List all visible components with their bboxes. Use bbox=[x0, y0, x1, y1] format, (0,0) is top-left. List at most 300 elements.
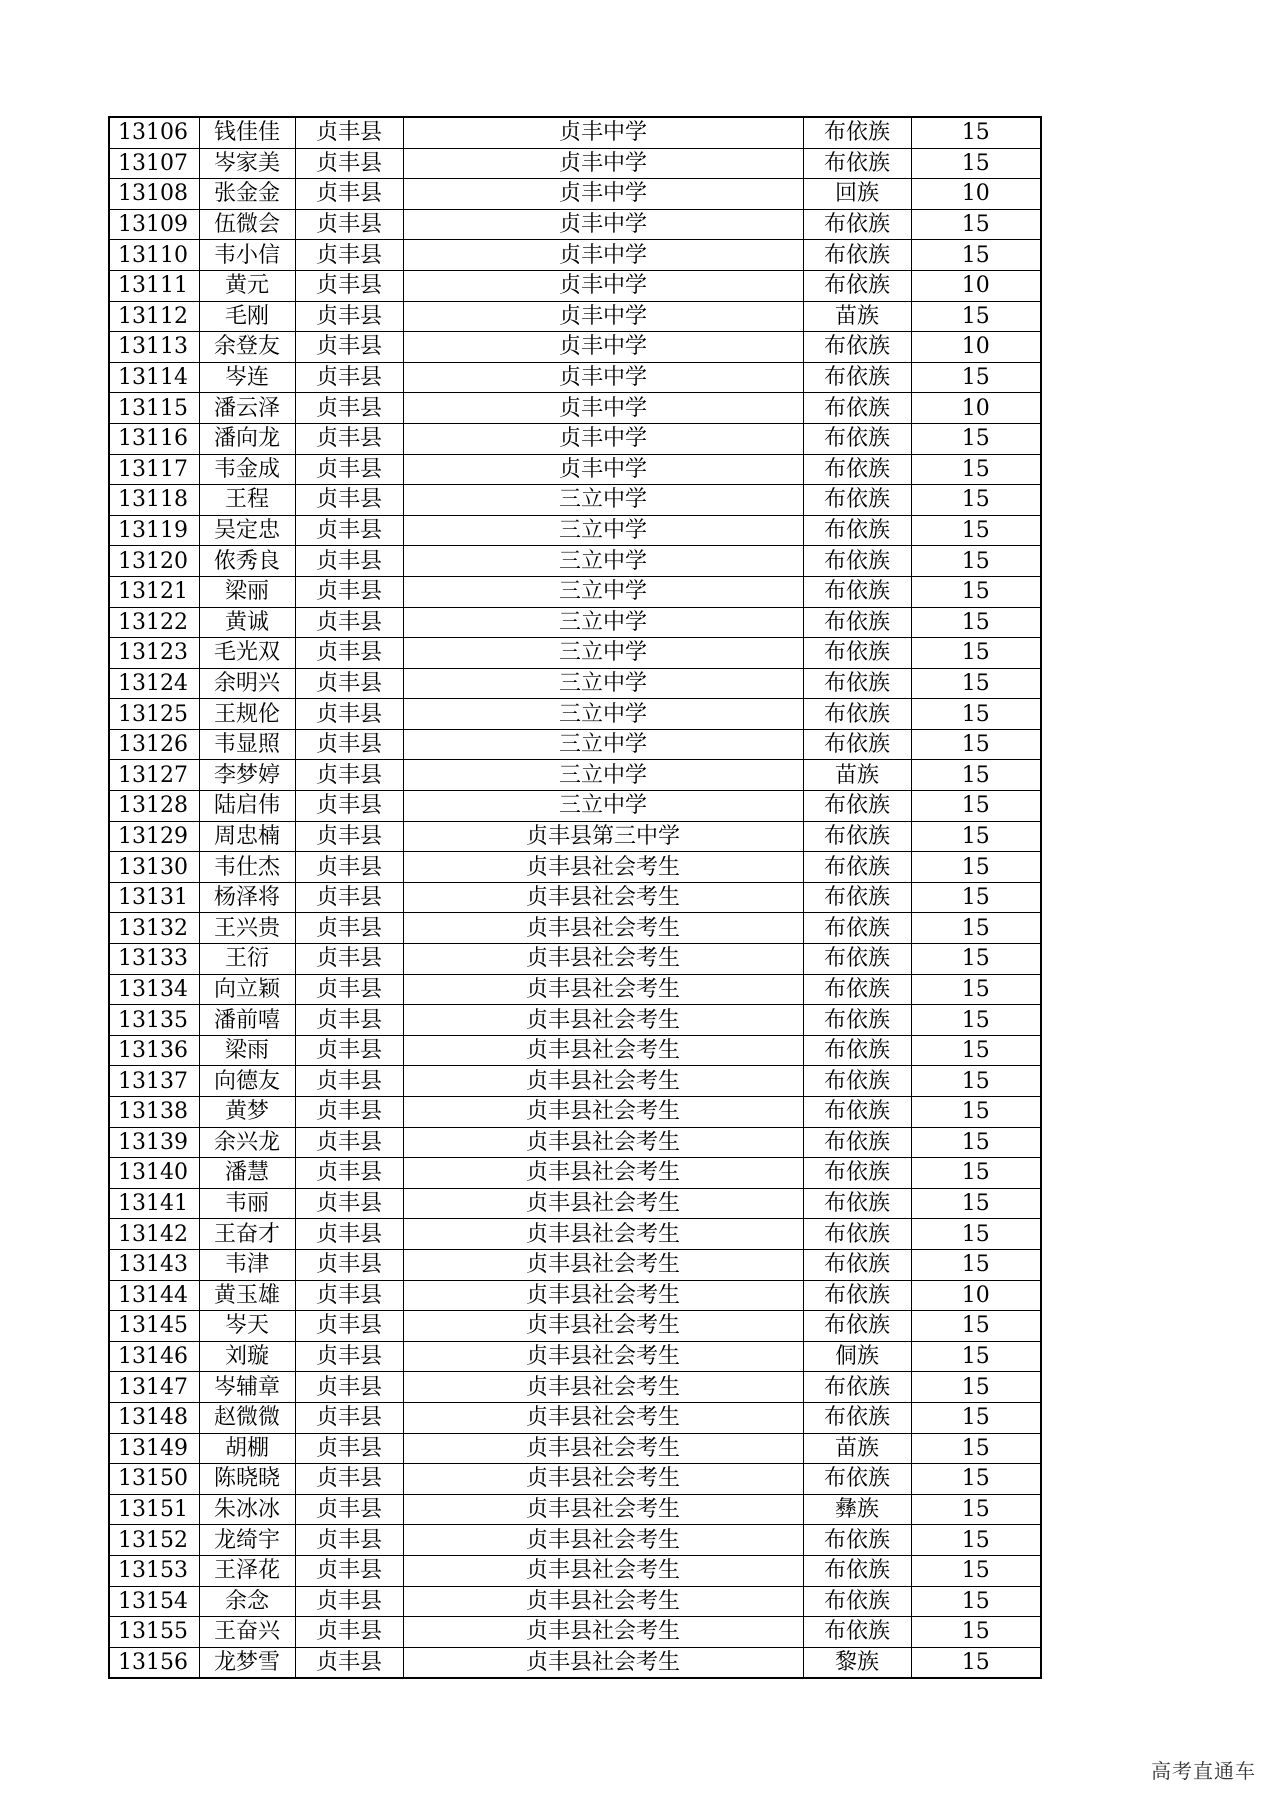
county-cell: 贞丰县 bbox=[295, 393, 403, 424]
candidate-id-cell: 13135 bbox=[109, 1005, 199, 1036]
school-cell: 贞丰中学 bbox=[403, 332, 803, 363]
table-row bbox=[109, 1372, 1041, 1403]
county-cell: 贞丰县 bbox=[295, 1311, 403, 1342]
table-row bbox=[109, 485, 1041, 516]
candidate-id-cell: 13127 bbox=[109, 760, 199, 791]
county-cell: 贞丰县 bbox=[295, 332, 403, 363]
ethnicity-cell: 彝族 bbox=[803, 1494, 911, 1525]
table-row bbox=[109, 1402, 1041, 1433]
bonus-score-cell: 15 bbox=[911, 1005, 1041, 1036]
school-cell: 三立中学 bbox=[403, 791, 803, 822]
county-cell: 贞丰县 bbox=[295, 1280, 403, 1311]
school-cell: 贞丰县社会考生 bbox=[403, 1372, 803, 1403]
table-row bbox=[109, 362, 1041, 393]
table-row bbox=[109, 301, 1041, 332]
candidate-id-cell: 13113 bbox=[109, 332, 199, 363]
name-cell: 赵微微 bbox=[199, 1402, 295, 1433]
school-cell: 贞丰县社会考生 bbox=[403, 852, 803, 883]
county-cell: 贞丰县 bbox=[295, 1066, 403, 1097]
candidate-id-cell: 13126 bbox=[109, 729, 199, 760]
table-row bbox=[109, 270, 1041, 301]
ethnicity-cell: 布依族 bbox=[803, 1249, 911, 1280]
bonus-score-cell: 15 bbox=[911, 1586, 1041, 1617]
school-cell: 三立中学 bbox=[403, 576, 803, 607]
county-cell: 贞丰县 bbox=[295, 760, 403, 791]
county-cell: 贞丰县 bbox=[295, 1464, 403, 1495]
name-cell: 余明兴 bbox=[199, 668, 295, 699]
bonus-score-cell: 15 bbox=[911, 148, 1041, 179]
county-cell: 贞丰县 bbox=[295, 240, 403, 271]
bonus-score-cell: 15 bbox=[911, 852, 1041, 883]
school-cell: 贞丰县第三中学 bbox=[403, 821, 803, 852]
school-cell: 贞丰中学 bbox=[403, 240, 803, 271]
name-cell: 龙绮宇 bbox=[199, 1525, 295, 1556]
county-cell: 贞丰县 bbox=[295, 1402, 403, 1433]
bonus-score-cell: 15 bbox=[911, 1341, 1041, 1372]
school-cell: 贞丰县社会考生 bbox=[403, 1249, 803, 1280]
ethnicity-cell: 布依族 bbox=[803, 1280, 911, 1311]
ethnicity-cell: 布依族 bbox=[803, 974, 911, 1005]
bonus-score-cell: 15 bbox=[911, 1402, 1041, 1433]
roster-sheet bbox=[108, 116, 1040, 1679]
ethnicity-cell: 布依族 bbox=[803, 1372, 911, 1403]
school-cell: 贞丰县社会考生 bbox=[403, 1219, 803, 1250]
table-row bbox=[109, 1158, 1041, 1189]
candidate-id-cell: 13111 bbox=[109, 270, 199, 301]
ethnicity-cell: 布依族 bbox=[803, 1617, 911, 1648]
candidate-id-cell: 13138 bbox=[109, 1097, 199, 1128]
table-row bbox=[109, 1035, 1041, 1066]
school-cell: 三立中学 bbox=[403, 515, 803, 546]
name-cell: 韦仕杰 bbox=[199, 852, 295, 883]
bonus-score-cell: 15 bbox=[911, 974, 1041, 1005]
ethnicity-cell: 黎族 bbox=[803, 1647, 911, 1678]
name-cell: 梁丽 bbox=[199, 576, 295, 607]
table-row bbox=[109, 546, 1041, 577]
ethnicity-cell: 布依族 bbox=[803, 423, 911, 454]
county-cell: 贞丰县 bbox=[295, 148, 403, 179]
bonus-score-cell: 15 bbox=[911, 576, 1041, 607]
table-row bbox=[109, 393, 1041, 424]
county-cell: 贞丰县 bbox=[295, 485, 403, 516]
school-cell: 贞丰中学 bbox=[403, 454, 803, 485]
bonus-score-cell: 15 bbox=[911, 1066, 1041, 1097]
name-cell: 韦津 bbox=[199, 1249, 295, 1280]
candidate-id-cell: 13134 bbox=[109, 974, 199, 1005]
bonus-score-cell: 15 bbox=[911, 362, 1041, 393]
name-cell: 钱佳佳 bbox=[199, 117, 295, 148]
name-cell: 向立颖 bbox=[199, 974, 295, 1005]
table-row bbox=[109, 1433, 1041, 1464]
name-cell: 岑连 bbox=[199, 362, 295, 393]
table-row bbox=[109, 760, 1041, 791]
ethnicity-cell: 布依族 bbox=[803, 1555, 911, 1586]
candidate-id-cell: 13119 bbox=[109, 515, 199, 546]
name-cell: 潘向龙 bbox=[199, 423, 295, 454]
school-cell: 三立中学 bbox=[403, 546, 803, 577]
bonus-score-cell: 15 bbox=[911, 1617, 1041, 1648]
candidate-id-cell: 13107 bbox=[109, 148, 199, 179]
bonus-score-cell: 15 bbox=[911, 760, 1041, 791]
name-cell: 韦小信 bbox=[199, 240, 295, 271]
table-row bbox=[109, 913, 1041, 944]
school-cell: 三立中学 bbox=[403, 699, 803, 730]
school-cell: 贞丰县社会考生 bbox=[403, 1341, 803, 1372]
name-cell: 张金金 bbox=[199, 179, 295, 210]
school-cell: 贞丰中学 bbox=[403, 117, 803, 148]
ethnicity-cell: 布依族 bbox=[803, 1586, 911, 1617]
table-row bbox=[109, 1249, 1041, 1280]
table-row bbox=[109, 1647, 1041, 1678]
county-cell: 贞丰县 bbox=[295, 1035, 403, 1066]
bonus-score-cell: 15 bbox=[911, 1433, 1041, 1464]
school-cell: 贞丰县社会考生 bbox=[403, 1280, 803, 1311]
ethnicity-cell: 布依族 bbox=[803, 1219, 911, 1250]
table-row bbox=[109, 179, 1041, 210]
bonus-score-cell: 15 bbox=[911, 1249, 1041, 1280]
watermark-text: 高考直通车 bbox=[1151, 1759, 1256, 1783]
county-cell: 贞丰县 bbox=[295, 1249, 403, 1280]
ethnicity-cell: 布依族 bbox=[803, 1464, 911, 1495]
candidate-id-cell: 13150 bbox=[109, 1464, 199, 1495]
bonus-score-cell: 15 bbox=[911, 668, 1041, 699]
ethnicity-cell: 布依族 bbox=[803, 1402, 911, 1433]
county-cell: 贞丰县 bbox=[295, 1097, 403, 1128]
county-cell: 贞丰县 bbox=[295, 1555, 403, 1586]
name-cell: 韦金成 bbox=[199, 454, 295, 485]
ethnicity-cell: 布依族 bbox=[803, 393, 911, 424]
county-cell: 贞丰县 bbox=[295, 944, 403, 975]
roster-body bbox=[109, 117, 1041, 1678]
school-cell: 贞丰县社会考生 bbox=[403, 1127, 803, 1158]
candidate-id-cell: 13130 bbox=[109, 852, 199, 883]
candidate-id-cell: 13133 bbox=[109, 944, 199, 975]
table-row bbox=[109, 1525, 1041, 1556]
name-cell: 胡棚 bbox=[199, 1433, 295, 1464]
school-cell: 贞丰县社会考生 bbox=[403, 1035, 803, 1066]
school-cell: 贞丰县社会考生 bbox=[403, 1005, 803, 1036]
ethnicity-cell: 布依族 bbox=[803, 821, 911, 852]
table-row bbox=[109, 209, 1041, 240]
name-cell: 向德友 bbox=[199, 1066, 295, 1097]
name-cell: 侬秀良 bbox=[199, 546, 295, 577]
school-cell: 贞丰县社会考生 bbox=[403, 1617, 803, 1648]
name-cell: 王奋兴 bbox=[199, 1617, 295, 1648]
county-cell: 贞丰县 bbox=[295, 1127, 403, 1158]
bonus-score-cell: 15 bbox=[911, 729, 1041, 760]
bonus-score-cell: 15 bbox=[911, 1555, 1041, 1586]
school-cell: 贞丰中学 bbox=[403, 362, 803, 393]
ethnicity-cell: 布依族 bbox=[803, 944, 911, 975]
candidate-id-cell: 13125 bbox=[109, 699, 199, 730]
ethnicity-cell: 苗族 bbox=[803, 1433, 911, 1464]
ethnicity-cell: 布依族 bbox=[803, 1158, 911, 1189]
name-cell: 潘慧 bbox=[199, 1158, 295, 1189]
bonus-score-cell: 15 bbox=[911, 913, 1041, 944]
ethnicity-cell: 布依族 bbox=[803, 1005, 911, 1036]
table-row bbox=[109, 1280, 1041, 1311]
table-row bbox=[109, 1097, 1041, 1128]
table-row bbox=[109, 1127, 1041, 1158]
ethnicity-cell: 布依族 bbox=[803, 576, 911, 607]
bonus-score-cell: 15 bbox=[911, 301, 1041, 332]
bonus-score-cell: 15 bbox=[911, 821, 1041, 852]
table-row bbox=[109, 699, 1041, 730]
county-cell: 贞丰县 bbox=[295, 1005, 403, 1036]
candidate-id-cell: 13109 bbox=[109, 209, 199, 240]
school-cell: 贞丰县社会考生 bbox=[403, 1525, 803, 1556]
name-cell: 黄玉雄 bbox=[199, 1280, 295, 1311]
roster-table bbox=[108, 116, 1042, 1679]
bonus-score-cell: 15 bbox=[911, 515, 1041, 546]
name-cell: 吴定忠 bbox=[199, 515, 295, 546]
table-row bbox=[109, 1464, 1041, 1495]
candidate-id-cell: 13116 bbox=[109, 423, 199, 454]
county-cell: 贞丰县 bbox=[295, 1586, 403, 1617]
ethnicity-cell: 布依族 bbox=[803, 1097, 911, 1128]
county-cell: 贞丰县 bbox=[295, 209, 403, 240]
county-cell: 贞丰县 bbox=[295, 179, 403, 210]
ethnicity-cell: 布依族 bbox=[803, 270, 911, 301]
name-cell: 杨泽将 bbox=[199, 882, 295, 913]
name-cell: 王程 bbox=[199, 485, 295, 516]
ethnicity-cell: 布依族 bbox=[803, 913, 911, 944]
name-cell: 黄诚 bbox=[199, 607, 295, 638]
school-cell: 贞丰县社会考生 bbox=[403, 1097, 803, 1128]
candidate-id-cell: 13148 bbox=[109, 1402, 199, 1433]
name-cell: 余登友 bbox=[199, 332, 295, 363]
ethnicity-cell: 苗族 bbox=[803, 760, 911, 791]
candidate-id-cell: 13153 bbox=[109, 1555, 199, 1586]
table-row bbox=[109, 1066, 1041, 1097]
candidate-id-cell: 13118 bbox=[109, 485, 199, 516]
ethnicity-cell: 布依族 bbox=[803, 1188, 911, 1219]
bonus-score-cell: 15 bbox=[911, 607, 1041, 638]
county-cell: 贞丰县 bbox=[295, 546, 403, 577]
name-cell: 岑家美 bbox=[199, 148, 295, 179]
name-cell: 王泽花 bbox=[199, 1555, 295, 1586]
ethnicity-cell: 布依族 bbox=[803, 638, 911, 669]
bonus-score-cell: 15 bbox=[911, 1219, 1041, 1250]
school-cell: 三立中学 bbox=[403, 760, 803, 791]
school-cell: 贞丰县社会考生 bbox=[403, 974, 803, 1005]
ethnicity-cell: 侗族 bbox=[803, 1341, 911, 1372]
ethnicity-cell: 布依族 bbox=[803, 729, 911, 760]
ethnicity-cell: 布依族 bbox=[803, 362, 911, 393]
school-cell: 贞丰中学 bbox=[403, 423, 803, 454]
county-cell: 贞丰县 bbox=[295, 1525, 403, 1556]
ethnicity-cell: 布依族 bbox=[803, 791, 911, 822]
county-cell: 贞丰县 bbox=[295, 1341, 403, 1372]
table-row bbox=[109, 240, 1041, 271]
table-row bbox=[109, 791, 1041, 822]
candidate-id-cell: 13121 bbox=[109, 576, 199, 607]
county-cell: 贞丰县 bbox=[295, 362, 403, 393]
table-row bbox=[109, 454, 1041, 485]
table-row bbox=[109, 117, 1041, 148]
table-row bbox=[109, 576, 1041, 607]
name-cell: 梁雨 bbox=[199, 1035, 295, 1066]
table-row bbox=[109, 1617, 1041, 1648]
name-cell: 岑辅章 bbox=[199, 1372, 295, 1403]
table-row bbox=[109, 1005, 1041, 1036]
county-cell: 贞丰县 bbox=[295, 301, 403, 332]
name-cell: 余兴龙 bbox=[199, 1127, 295, 1158]
county-cell: 贞丰县 bbox=[295, 1372, 403, 1403]
ethnicity-cell: 布依族 bbox=[803, 515, 911, 546]
candidate-id-cell: 13142 bbox=[109, 1219, 199, 1250]
county-cell: 贞丰县 bbox=[295, 699, 403, 730]
table-row bbox=[109, 1555, 1041, 1586]
candidate-id-cell: 13140 bbox=[109, 1158, 199, 1189]
name-cell: 潘前嘻 bbox=[199, 1005, 295, 1036]
county-cell: 贞丰县 bbox=[295, 913, 403, 944]
bonus-score-cell: 10 bbox=[911, 270, 1041, 301]
table-row bbox=[109, 1341, 1041, 1372]
candidate-id-cell: 13147 bbox=[109, 1372, 199, 1403]
county-cell: 贞丰县 bbox=[295, 821, 403, 852]
county-cell: 贞丰县 bbox=[295, 1494, 403, 1525]
school-cell: 三立中学 bbox=[403, 638, 803, 669]
school-cell: 贞丰县社会考生 bbox=[403, 944, 803, 975]
school-cell: 贞丰中学 bbox=[403, 179, 803, 210]
candidate-id-cell: 13144 bbox=[109, 1280, 199, 1311]
candidate-id-cell: 13131 bbox=[109, 882, 199, 913]
name-cell: 周忠楠 bbox=[199, 821, 295, 852]
name-cell: 王规伦 bbox=[199, 699, 295, 730]
bonus-score-cell: 10 bbox=[911, 332, 1041, 363]
school-cell: 贞丰县社会考生 bbox=[403, 1188, 803, 1219]
bonus-score-cell: 15 bbox=[911, 638, 1041, 669]
ethnicity-cell: 布依族 bbox=[803, 485, 911, 516]
bonus-score-cell: 10 bbox=[911, 1280, 1041, 1311]
name-cell: 韦显照 bbox=[199, 729, 295, 760]
ethnicity-cell: 布依族 bbox=[803, 1035, 911, 1066]
ethnicity-cell: 布依族 bbox=[803, 1525, 911, 1556]
school-cell: 贞丰中学 bbox=[403, 393, 803, 424]
bonus-score-cell: 15 bbox=[911, 1525, 1041, 1556]
bonus-score-cell: 15 bbox=[911, 1158, 1041, 1189]
bonus-score-cell: 15 bbox=[911, 1097, 1041, 1128]
table-row bbox=[109, 1311, 1041, 1342]
ethnicity-cell: 布依族 bbox=[803, 852, 911, 883]
candidate-id-cell: 13143 bbox=[109, 1249, 199, 1280]
school-cell: 贞丰县社会考生 bbox=[403, 1402, 803, 1433]
ethnicity-cell: 布依族 bbox=[803, 1127, 911, 1158]
bonus-score-cell: 15 bbox=[911, 791, 1041, 822]
candidate-id-cell: 13139 bbox=[109, 1127, 199, 1158]
candidate-id-cell: 13108 bbox=[109, 179, 199, 210]
school-cell: 贞丰县社会考生 bbox=[403, 1464, 803, 1495]
school-cell: 贞丰县社会考生 bbox=[403, 913, 803, 944]
name-cell: 伍微会 bbox=[199, 209, 295, 240]
ethnicity-cell: 布依族 bbox=[803, 882, 911, 913]
candidate-id-cell: 13110 bbox=[109, 240, 199, 271]
school-cell: 贞丰县社会考生 bbox=[403, 882, 803, 913]
ethnicity-cell: 布依族 bbox=[803, 699, 911, 730]
school-cell: 贞丰县社会考生 bbox=[403, 1433, 803, 1464]
candidate-id-cell: 13114 bbox=[109, 362, 199, 393]
county-cell: 贞丰县 bbox=[295, 270, 403, 301]
name-cell: 王衍 bbox=[199, 944, 295, 975]
county-cell: 贞丰县 bbox=[295, 1433, 403, 1464]
county-cell: 贞丰县 bbox=[295, 852, 403, 883]
table-row bbox=[109, 882, 1041, 913]
table-row bbox=[109, 729, 1041, 760]
bonus-score-cell: 15 bbox=[911, 1494, 1041, 1525]
school-cell: 三立中学 bbox=[403, 729, 803, 760]
candidate-id-cell: 13128 bbox=[109, 791, 199, 822]
county-cell: 贞丰县 bbox=[295, 1647, 403, 1678]
ethnicity-cell: 布依族 bbox=[803, 454, 911, 485]
name-cell: 龙梦雪 bbox=[199, 1647, 295, 1678]
table-row bbox=[109, 852, 1041, 883]
county-cell: 贞丰县 bbox=[295, 974, 403, 1005]
candidate-id-cell: 13124 bbox=[109, 668, 199, 699]
table-row bbox=[109, 1586, 1041, 1617]
bonus-score-cell: 15 bbox=[911, 546, 1041, 577]
name-cell: 陈晓晓 bbox=[199, 1464, 295, 1495]
bonus-score-cell: 15 bbox=[911, 423, 1041, 454]
bonus-score-cell: 15 bbox=[911, 485, 1041, 516]
school-cell: 三立中学 bbox=[403, 668, 803, 699]
table-row bbox=[109, 1219, 1041, 1250]
bonus-score-cell: 15 bbox=[911, 1035, 1041, 1066]
table-row bbox=[109, 607, 1041, 638]
candidate-id-cell: 13120 bbox=[109, 546, 199, 577]
bonus-score-cell: 15 bbox=[911, 1647, 1041, 1678]
bonus-score-cell: 15 bbox=[911, 1464, 1041, 1495]
county-cell: 贞丰县 bbox=[295, 882, 403, 913]
candidate-id-cell: 13122 bbox=[109, 607, 199, 638]
ethnicity-cell: 布依族 bbox=[803, 148, 911, 179]
bonus-score-cell: 10 bbox=[911, 179, 1041, 210]
name-cell: 李梦婷 bbox=[199, 760, 295, 791]
name-cell: 王奋才 bbox=[199, 1219, 295, 1250]
county-cell: 贞丰县 bbox=[295, 1219, 403, 1250]
table-row bbox=[109, 1188, 1041, 1219]
ethnicity-cell: 布依族 bbox=[803, 240, 911, 271]
table-row bbox=[109, 148, 1041, 179]
school-cell: 贞丰县社会考生 bbox=[403, 1158, 803, 1189]
school-cell: 三立中学 bbox=[403, 485, 803, 516]
candidate-id-cell: 13106 bbox=[109, 117, 199, 148]
table-row bbox=[109, 1494, 1041, 1525]
county-cell: 贞丰县 bbox=[295, 729, 403, 760]
candidate-id-cell: 13154 bbox=[109, 1586, 199, 1617]
bonus-score-cell: 15 bbox=[911, 1188, 1041, 1219]
school-cell: 贞丰县社会考生 bbox=[403, 1647, 803, 1678]
school-cell: 三立中学 bbox=[403, 607, 803, 638]
table-row bbox=[109, 821, 1041, 852]
bonus-score-cell: 10 bbox=[911, 393, 1041, 424]
school-cell: 贞丰县社会考生 bbox=[403, 1555, 803, 1586]
candidate-id-cell: 13123 bbox=[109, 638, 199, 669]
school-cell: 贞丰县社会考生 bbox=[403, 1586, 803, 1617]
candidate-id-cell: 13117 bbox=[109, 454, 199, 485]
table-row bbox=[109, 423, 1041, 454]
county-cell: 贞丰县 bbox=[295, 1617, 403, 1648]
bonus-score-cell: 15 bbox=[911, 882, 1041, 913]
candidate-id-cell: 13129 bbox=[109, 821, 199, 852]
bonus-score-cell: 15 bbox=[911, 1311, 1041, 1342]
ethnicity-cell: 布依族 bbox=[803, 668, 911, 699]
school-cell: 贞丰县社会考生 bbox=[403, 1494, 803, 1525]
ethnicity-cell: 布依族 bbox=[803, 117, 911, 148]
school-cell: 贞丰中学 bbox=[403, 270, 803, 301]
table-row bbox=[109, 668, 1041, 699]
county-cell: 贞丰县 bbox=[295, 454, 403, 485]
